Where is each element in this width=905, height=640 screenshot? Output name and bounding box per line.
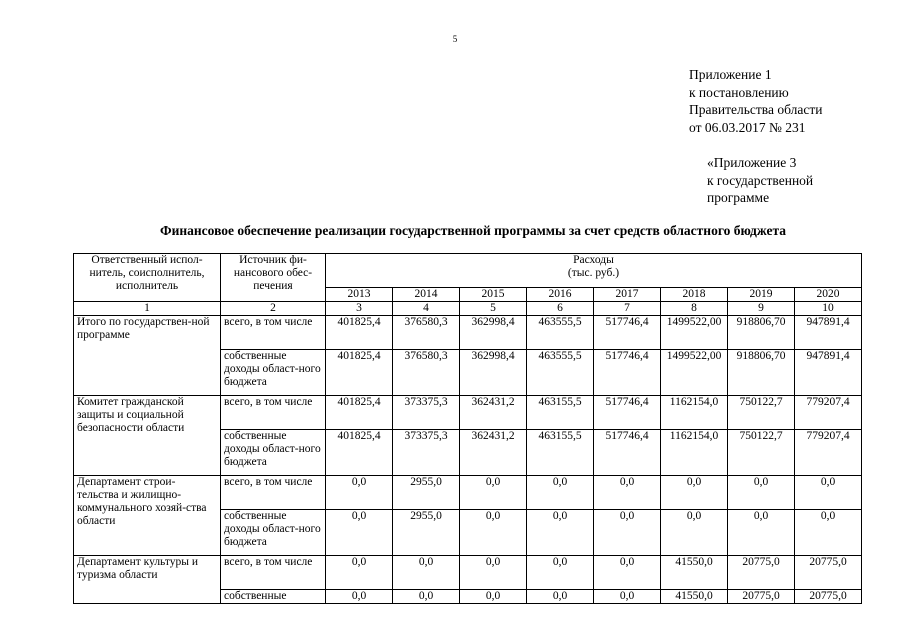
expense-value-cell: 0,0: [594, 510, 661, 556]
document-title: Финансовое обеспечение реализации государственной программы за счет средств областного бюджета: [160, 223, 787, 238]
expense-value-cell: 918806,70: [728, 350, 795, 396]
source-cell: всего, в том числе: [221, 396, 326, 430]
expense-value-cell: 463155,5: [527, 430, 594, 476]
expense-value-cell: 401825,4: [326, 396, 393, 430]
expense-value-cell: 0,0: [594, 476, 661, 510]
expense-value-cell: 0,0: [527, 556, 594, 590]
expense-value-cell: 0,0: [594, 556, 661, 590]
expense-value-cell: 918806,70: [728, 316, 795, 350]
expense-value-cell: 0,0: [460, 590, 527, 604]
table-row: [74, 396, 862, 430]
expense-value-cell: 0,0: [661, 510, 728, 556]
expense-value-cell: 373375,3: [393, 396, 460, 430]
expense-value-cell: 0,0: [795, 510, 862, 556]
expense-value-cell: 362431,2: [460, 396, 527, 430]
expense-value-cell: 0,0: [393, 556, 460, 590]
expense-value-cell: 401825,4: [326, 316, 393, 350]
source-cell: собственные: [221, 590, 326, 604]
appendix-line: к государственной: [707, 172, 814, 188]
expense-value-cell: 20775,0: [728, 590, 795, 604]
column-index: 5: [460, 302, 527, 316]
expense-value-cell: 20775,0: [795, 556, 862, 590]
table-row: [74, 556, 862, 590]
source-cell: всего, в том числе: [221, 316, 326, 350]
expense-value-cell: 20775,0: [795, 590, 862, 604]
executor-cell: Департамент строи-тельства и жилищно-коммунального хозяй-ства области: [74, 476, 221, 556]
source-cell: собственные доходы област-ного бюджета: [221, 350, 326, 396]
table-row: [74, 476, 862, 510]
expense-value-cell: 0,0: [393, 590, 460, 604]
expense-value-cell: 376580,3: [393, 316, 460, 350]
expense-value-cell: 0,0: [460, 556, 527, 590]
expense-value-cell: 20775,0: [728, 556, 795, 590]
expense-value-cell: 0,0: [460, 510, 527, 556]
header-year: 2019: [728, 288, 795, 302]
source-cell: собственные доходы област-ного бюджета: [221, 510, 326, 556]
header-year: 2015: [460, 288, 527, 302]
expense-value-cell: 2955,0: [393, 476, 460, 510]
column-index: 2: [221, 302, 326, 316]
expense-value-cell: 362431,2: [460, 430, 527, 476]
executor-cell: Комитет гражданской защиты и социальной безопасности области: [74, 396, 221, 476]
column-index: 4: [393, 302, 460, 316]
expense-value-cell: 0,0: [728, 476, 795, 510]
expense-value-cell: 1162154,0: [661, 396, 728, 430]
expense-value-cell: 1162154,0: [661, 430, 728, 476]
source-cell: всего, в том числе: [221, 476, 326, 510]
column-index: 6: [527, 302, 594, 316]
expense-value-cell: 947891,4: [795, 316, 862, 350]
expense-value-cell: 947891,4: [795, 350, 862, 396]
expense-value-cell: 0,0: [527, 476, 594, 510]
header-year: 2014: [393, 288, 460, 302]
expense-value-cell: 0,0: [326, 590, 393, 604]
expense-value-cell: 0,0: [795, 476, 862, 510]
expense-value-cell: 463555,5: [527, 316, 594, 350]
expense-value-cell: 401825,4: [326, 350, 393, 396]
financing-table: [73, 253, 862, 604]
expense-value-cell: 517746,4: [594, 316, 661, 350]
expense-value-cell: 463155,5: [527, 396, 594, 430]
expense-value-cell: 0,0: [661, 476, 728, 510]
expense-value-cell: 463555,5: [527, 350, 594, 396]
header-executor: Ответственный испол-нитель, соисполнитель, исполнитель: [74, 254, 221, 302]
column-index: 1: [74, 302, 221, 316]
header-expenses: [326, 254, 862, 288]
column-index: 9: [728, 302, 795, 316]
table-row: [74, 316, 862, 350]
expense-value-cell: 2955,0: [393, 510, 460, 556]
page-number: 5: [452, 34, 458, 44]
expense-value-cell: 373375,3: [393, 430, 460, 476]
expense-value-cell: 779207,4: [795, 430, 862, 476]
header-year: 2017: [594, 288, 661, 302]
expense-value-cell: 750122,7: [728, 396, 795, 430]
header-year: 2020: [795, 288, 862, 302]
expense-value-cell: 0,0: [326, 510, 393, 556]
header-source: Источник фи-нансового обес-печения: [221, 254, 326, 302]
expense-value-cell: 41550,0: [661, 556, 728, 590]
expense-value-cell: 0,0: [527, 510, 594, 556]
source-cell: собственные доходы област-ного бюджета: [221, 430, 326, 476]
expense-value-cell: 376580,3: [393, 350, 460, 396]
expense-value-cell: 362998,4: [460, 350, 527, 396]
source-cell: всего, в том числе: [221, 556, 326, 590]
expense-value-cell: 517746,4: [594, 396, 661, 430]
appendix-line: от 06.03.2017 № 231: [689, 119, 806, 135]
column-index: 7: [594, 302, 661, 316]
header-expenses-units: (тыс. руб.): [567, 267, 620, 279]
expense-value-cell: 779207,4: [795, 396, 862, 430]
expense-value-cell: 0,0: [594, 590, 661, 604]
expense-value-cell: 0,0: [460, 476, 527, 510]
header-year: 2013: [326, 288, 393, 302]
appendix-line: «Приложение 3: [707, 155, 797, 170]
expense-value-cell: 1499522,00: [661, 316, 728, 350]
header-expenses-label: Расходы: [573, 254, 614, 266]
appendix-reference: [689, 66, 822, 136]
executor-cell: Департамент культуры и туризма области: [74, 556, 221, 604]
expense-value-cell: 1499522,00: [661, 350, 728, 396]
appendix-line: к постановлению: [689, 84, 789, 100]
expense-value-cell: 41550,0: [661, 590, 728, 604]
expense-value-cell: 401825,4: [326, 430, 393, 476]
expense-value-cell: 517746,4: [594, 430, 661, 476]
header-year: 2018: [661, 288, 728, 302]
column-index: 3: [326, 302, 393, 316]
column-index: 10: [795, 302, 862, 316]
appendix-line: Правительства области: [689, 102, 823, 117]
column-index: 8: [661, 302, 728, 316]
expense-value-cell: 0,0: [326, 476, 393, 510]
expense-value-cell: 0,0: [326, 556, 393, 590]
expense-value-cell: 750122,7: [728, 430, 795, 476]
appendix-line: программе: [707, 190, 770, 205]
expense-value-cell: 517746,4: [594, 350, 661, 396]
executor-cell: Итого по государствен-ной программе: [74, 316, 221, 396]
expense-value-cell: 362998,4: [460, 316, 527, 350]
program-appendix-reference: [707, 154, 813, 207]
expense-value-cell: 0,0: [728, 510, 795, 556]
expense-value-cell: 0,0: [527, 590, 594, 604]
appendix-line: Приложение 1: [689, 67, 772, 82]
header-year: 2016: [527, 288, 594, 302]
